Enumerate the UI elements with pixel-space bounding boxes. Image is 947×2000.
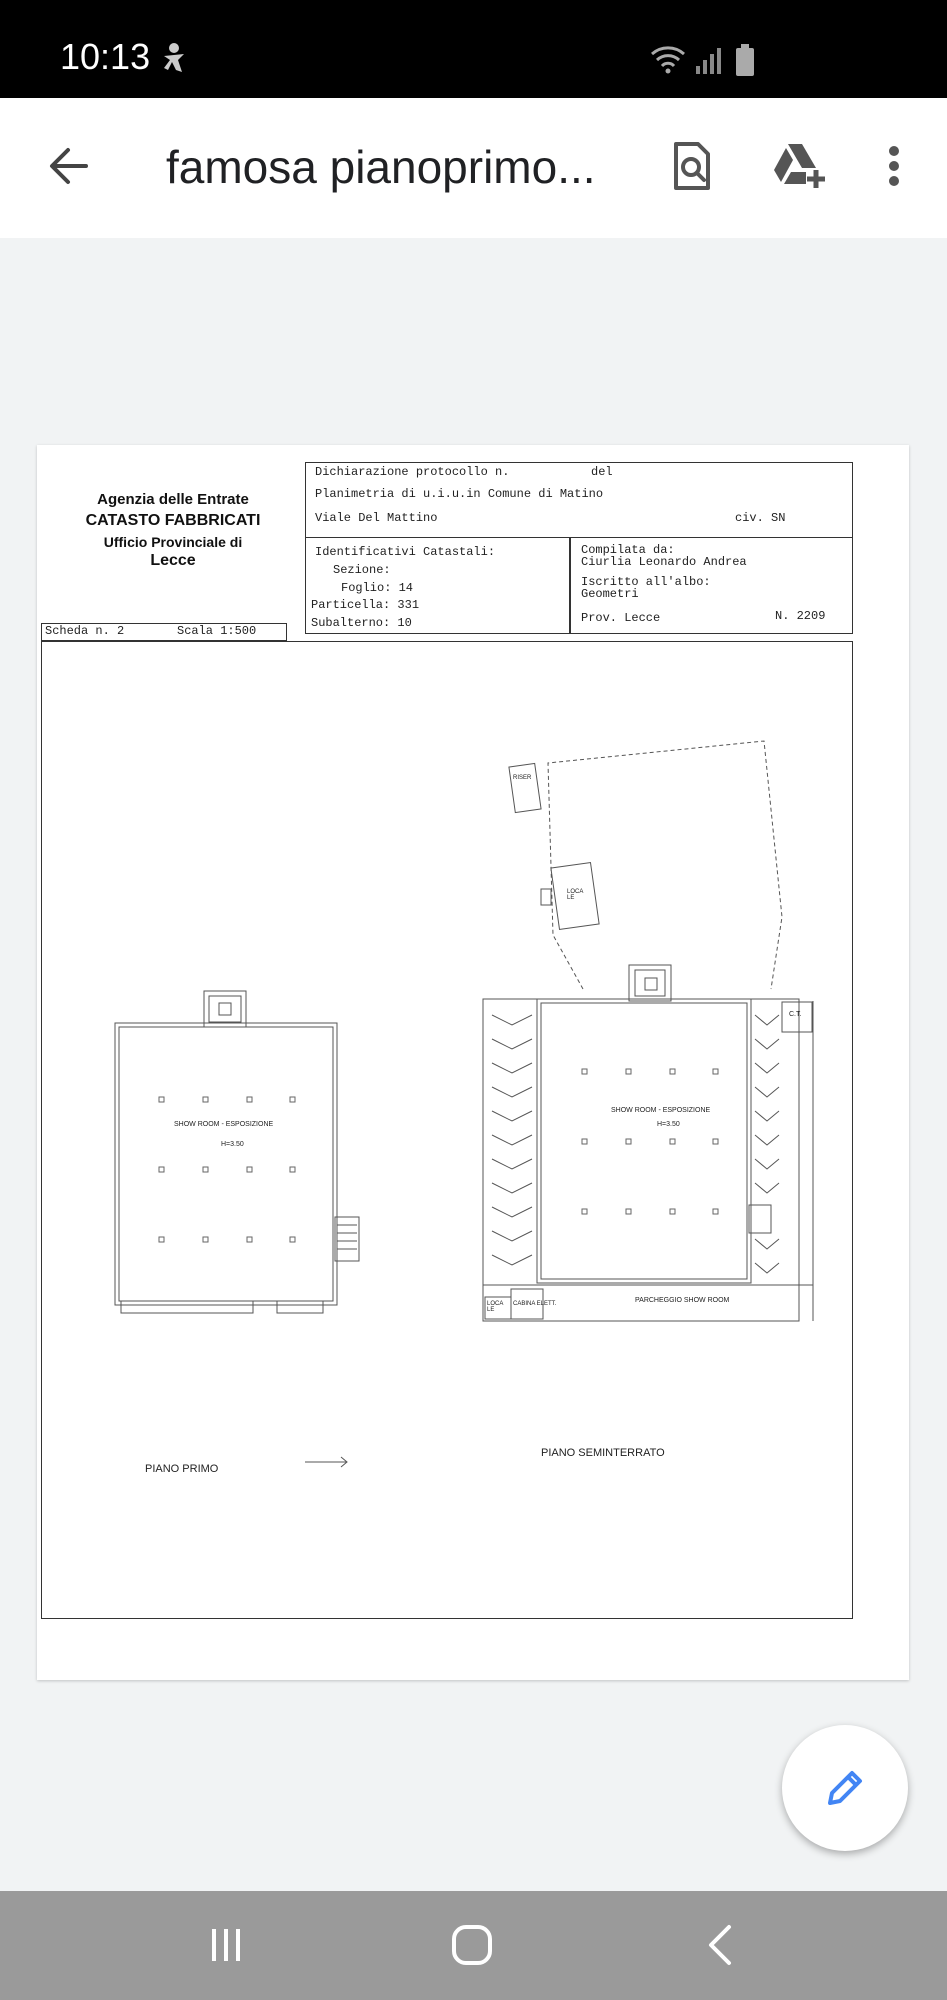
home-button[interactable] [442, 1915, 502, 1975]
recent-apps-button[interactable] [196, 1915, 256, 1975]
ufficio-city: Lecce [150, 552, 196, 569]
nav-back-icon [705, 1923, 735, 1967]
status-bar [0, 0, 947, 98]
edit-button[interactable] [782, 1725, 908, 1851]
document-title: famosa pianoprimo... [166, 141, 596, 193]
show-room-label-1: SHOW ROOM - ESPOSIZIONE [174, 1121, 274, 1128]
scala-text: Scala 1:500 [177, 624, 257, 638]
riser-label: RISER [513, 775, 532, 781]
del-text: del [591, 465, 613, 479]
compiler-name: Ciurlia Leonardo Andrea [581, 555, 747, 569]
piano-primo-label: PIANO PRIMO [145, 1463, 219, 1475]
edit-pencil-icon [822, 1765, 868, 1811]
sezione-text: Sezione: [333, 563, 391, 577]
height-label-2: H=3.50 [657, 1121, 680, 1128]
piano-seminterrato-label: PIANO SEMINTERRATO [541, 1447, 665, 1459]
scheda-text: Scheda n. 2 [45, 624, 125, 638]
more-options-button[interactable] [872, 136, 916, 196]
address-text: Viale Del Mattino [315, 511, 438, 525]
add-to-drive-icon [772, 142, 828, 190]
albo-text: Geometri [581, 587, 639, 601]
registration-number: N. 2209 [775, 609, 826, 623]
floor-plans-drawing [37, 445, 909, 1680]
system-nav-bar [0, 1891, 947, 2000]
compilata-label: Compilata da: [581, 543, 675, 557]
clock: 10:13 [60, 36, 151, 77]
signal-icon [694, 46, 724, 79]
nav-back-button[interactable] [690, 1915, 750, 1975]
recent-apps-icon [206, 1925, 246, 1965]
back-button[interactable] [38, 136, 98, 196]
particella-text: Particella: 331 [311, 598, 420, 612]
locale-label: LOCA LE [567, 889, 584, 901]
province-text: Prov. Lecce [581, 611, 661, 625]
catasto-title: CATASTO FABBRICATI [85, 512, 261, 529]
pdf-viewer[interactable] [0, 238, 947, 1891]
subalterno-text: Subalterno: 10 [311, 616, 412, 630]
show-room-label-2: SHOW ROOM - ESPOSIZIONE [611, 1107, 711, 1114]
wifi-icon [650, 44, 686, 79]
identificativi-label: Identificativi Catastali: [315, 545, 496, 559]
height-label-1: H=3.50 [221, 1141, 244, 1148]
locale-label-2: LOCA LE [487, 1301, 504, 1313]
iscritto-label: Iscritto all'albo: [581, 575, 711, 589]
dichiarazione-text: Dichiarazione protocollo n. [315, 465, 510, 479]
find-in-page-icon [670, 140, 714, 192]
find-in-document-button[interactable] [662, 136, 722, 196]
app-bar [0, 98, 947, 238]
battery-icon [734, 44, 756, 81]
more-vert-icon [888, 146, 900, 186]
parcheggio-label: PARCHEGGIO SHOW ROOM [635, 1297, 730, 1304]
ufficio-label: Ufficio Provinciale di [103, 534, 243, 550]
home-icon [450, 1923, 494, 1967]
arrow-back-icon [46, 144, 90, 188]
foglio-text: Foglio: 14 [341, 581, 414, 595]
add-to-drive-button[interactable] [768, 136, 832, 196]
planimetria-text: Planimetria di u.i.u.in Comune di Matino [315, 487, 604, 501]
accessibility-icon [160, 42, 188, 79]
cabina-label: CABINA ELETT. [513, 1301, 557, 1307]
ct-label: C.T. [789, 1011, 802, 1018]
document-page [37, 445, 909, 1680]
agency-name: Agenzia delle Entrate [97, 491, 249, 508]
civic-number-text: civ. SN [735, 511, 786, 525]
